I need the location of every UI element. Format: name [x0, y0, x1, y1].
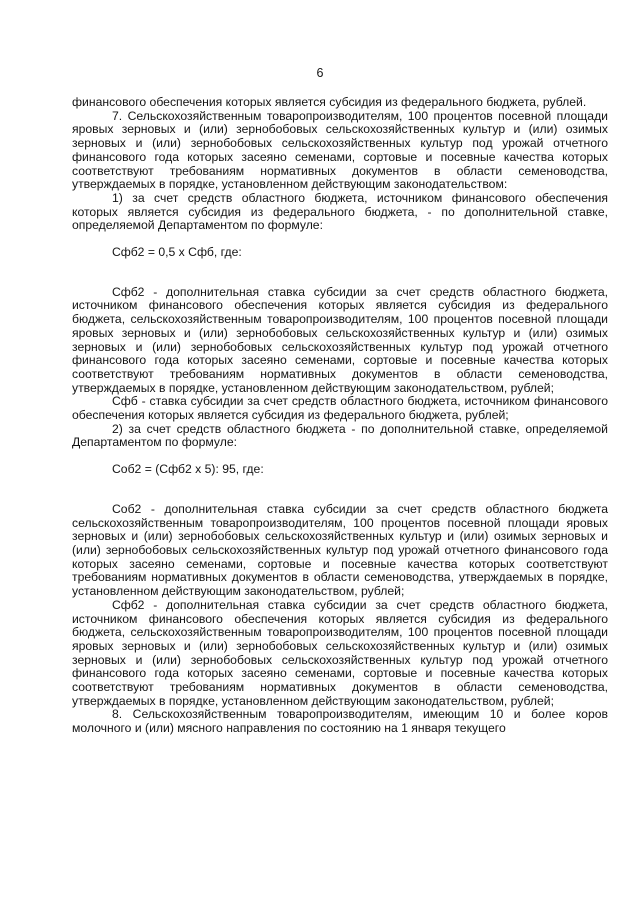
paragraph-subitem-1: 1) за счет средств областного бюджета, источником финансового обеспечения которых является субсидия из федерального бюджета, - по дополнительной ставке, определяемой Департаментом по формуле:	[72, 190, 608, 233]
paragraph-continuation: финансового обеспечения которых является субсидия из федерального бюджета, рублей.	[72, 95, 587, 109]
paragraph-item-8: 8. Сельскохозяйственным товаропроизводителям, имеющим 10 и более коров молочного и (или) мясного направления по состоянию на 1 января текущего	[72, 707, 608, 736]
definition-sfb2: Сфб2 - дополнительная ставка субсидии за счет средств областного бюджета, источником финансового обеспечения которых является субсидия из федерального бюджета, сельскохозяйственным товаропроизводителям, 100 процентов посевной площади яровых зерновых и (или) зернобобовых сельскохозяйственных культур и (или) озимых зерновых и (или) зернобобовых сельскохозяйственных культур под урожай отчетного финансового года которых засеяно семенами, сортовые и посевные качества которых соответствуют требованиям нормативных документов в области семеноводства, утверждаемых в порядке, установленном действующим законодательством, рублей;	[72, 284, 608, 395]
formula-sfb2: Сфб2 = 0,5 x Сфб, где:	[112, 245, 242, 260]
paragraph-item-7: 7. Сельскохозяйственным товаропроизводителям, 100 процентов посевной площади яровых зерновых и (или) зернобобовых сельскохозяйственных культур и (или) озимых зерновых и (или) зернобобовых сельскохозяйственных культур под урожай отчетного финансового года которых засеяно семенами, сортовые и посевные качества которых соответствуют требованиям нормативных документов в области семеноводства, утверждаемых в порядке, установленном действующим законодательством:	[72, 108, 608, 192]
definition-sob2: Соб2 - дополнительная ставка субсидии за счет средств областного бюджета сельскохозяйственным товаропроизводителям, 100 процентов посевной площади яровых зерновых и (или) зернобобовых сельскохозяйственных культур и (или) озимых зерновых и (или) зернобобовых сельскохозяйственных культур под урожай отчетного финансового года которых засеяно семенами, сортовые и посевные качества которых соответствуют требованиям нормативных документов в области семеноводства, утверждаемых в порядке, установленном действующим законодательством, рублей;	[72, 501, 608, 599]
formula-sob2: Соб2 = (Сфб2 x 5): 95, где:	[112, 462, 264, 477]
definition-sfb: Сфб - ставка субсидии за счет средств областного бюджета, источником финансового обеспечения которых является субсидия из федерального бюджета, рублей;	[72, 394, 608, 423]
document-body	[72, 96, 608, 736]
definition-sfb2-repeat: Сфб2 - дополнительная ставка субсидии за счет средств областного бюджета, источником финансового обеспечения которых является субсидия из федерального бюджета, сельскохозяйственным товаропроизводителям, 100 процентов посевной площади яровых зерновых и (или) зернобобовых сельскохозяйственных культур и (или) озимых зерновых и (или) зернобобовых сельскохозяйственных культур под урожай отчетного финансового года которых засеяно семенами, сортовые и посевные качества которых соответствуют требованиям нормативных документов в области семеноводства, утверждаемых в порядке, установленном действующим законодательством, рублей;	[72, 597, 608, 708]
page-number: 6	[316, 66, 324, 80]
paragraph-subitem-2: 2) за счет средств областного бюджета - по дополнительной ставке, определяемой Департаментом по формуле:	[72, 421, 608, 450]
